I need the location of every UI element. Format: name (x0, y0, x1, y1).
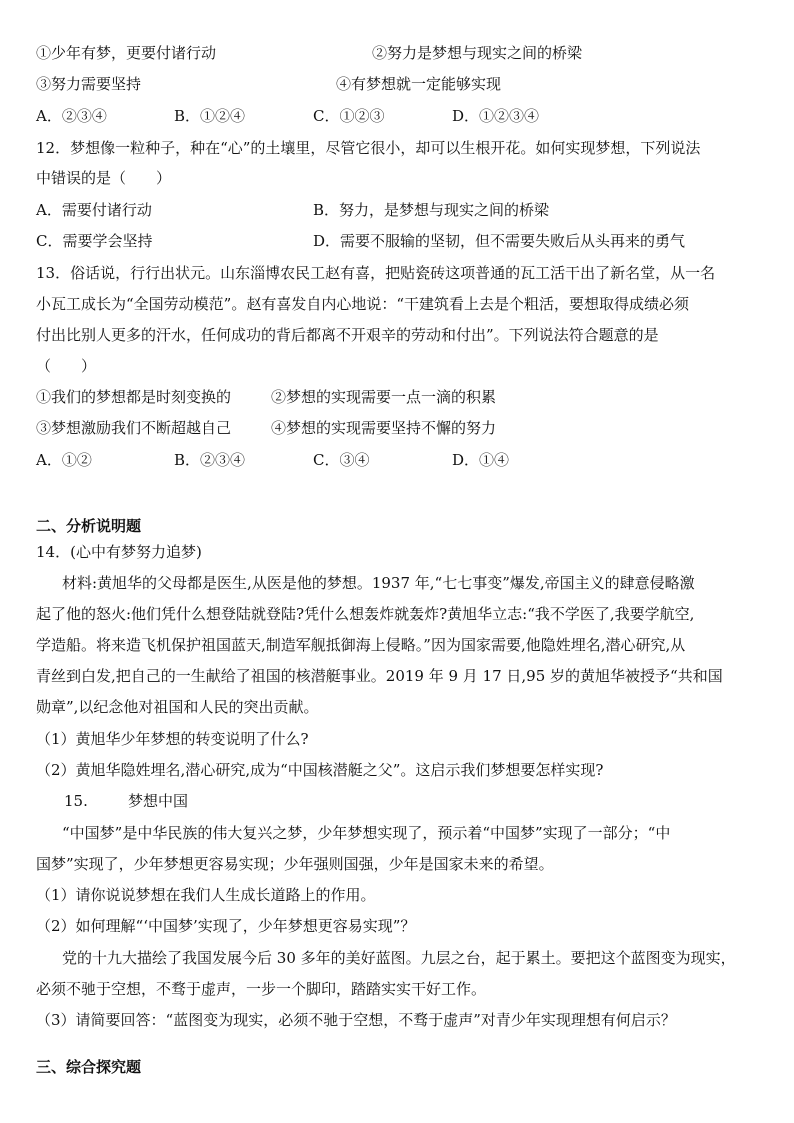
q15-title: 梦想中国 (128, 792, 189, 810)
q11-choice-a: A．②③④ (36, 107, 107, 125)
q12-stem-line2: 中错误的是（ ） (36, 169, 172, 187)
q12-choice-c: C．需要学会坚持 (36, 232, 153, 250)
q13-stem-line4: （ ） (36, 357, 97, 375)
q14-sub-question-1: （1）黄旭华少年梦想的转变说明了什么? (36, 730, 309, 748)
q11-choice-c: C．①②③ (313, 107, 385, 125)
q11-option-2: ②努力是梦想与现实之间的桥梁 (372, 44, 583, 62)
q13-choice-d: D．①④ (452, 451, 510, 469)
q11-choice-b: B．①②④ (174, 107, 246, 125)
q14-material-line4: 青丝到白发,把自己的一生献给了祖国的核潜艇事业。2019 年 9 月 17 日,95 岁的黄旭华被授予“共和国 (36, 667, 723, 685)
q13-choice-a: A．①② (36, 451, 92, 469)
q13-option-4: ④梦想的实现需要坚持不懈的努力 (271, 419, 497, 437)
q11-option-3: ③努力需要坚持 (36, 75, 142, 93)
section-2-heading: 二、分析说明题 (36, 517, 142, 535)
q12-stem-line1: 12．梦想像一粒种子，种在“心”的土壤里，尽管它很小，却可以生根开花。如何实现梦想，下列说法 (36, 139, 701, 157)
q13-choice-c: C．③④ (313, 451, 370, 469)
q15-sub-question-1: （1）请你说说梦想在我们人生成长道路上的作用。 (36, 886, 376, 904)
q13-stem-line1: 13．俗话说，行行出状元。山东淄博农民工赵有喜，把贴瓷砖这项普通的瓦工活干出了新名堂，从一名 (36, 264, 716, 282)
q15-para2-line2: 必须不驰于空想，不骛于虚声，一步一个脚印，踏踏实实干好工作。 (36, 980, 487, 998)
q14-material-line2: 起了他的怒火:他们凭什么想登陆就登陆?凭什么想轰炸就轰炸?黄旭华立志:“我不学医了,我要学航空, (36, 605, 695, 623)
q11-option-1: ①少年有梦，更要付诸行动 (36, 44, 217, 62)
q14-title: 14．(心中有梦努力追梦) (36, 543, 202, 561)
q15-para2-line1: 党的十九大描绘了我国发展今后 30 多年的美好蓝图。九层之台，起于累土。要把这个蓝图变为现实， (62, 949, 736, 967)
q15-number: 15. (64, 792, 88, 810)
q14-material-line3: 学造船。将来造飞机保护祖国蓝天,制造军舰抵御海上侵略。”因为国家需要,他隐姓埋名,潜心研究,从 (36, 636, 686, 654)
q13-option-1: ①我们的梦想都是时刻变换的 (36, 388, 232, 406)
q14-material-line1: 材料:黄旭华的父母都是医生,从医是他的梦想。1937 年,“七七事变”爆发,帝国主义的肆意侵略激 (62, 574, 695, 592)
q13-option-2: ②梦想的实现需要一点一滴的积累 (271, 388, 497, 406)
q14-material-line5: 勋章”,以纪念他对祖国和人民的突出贡献。 (36, 698, 319, 716)
q14-sub-question-2: （2）黄旭华隐姓埋名,潜心研究,成为“中国核潜艇之父”。这启示我们梦想要怎样实现? (36, 761, 604, 779)
q12-choice-b: B．努力，是梦想与现实之间的桥梁 (313, 201, 550, 219)
q15-para1-line2: 国梦”实现了，少年梦想更容易实现；少年强则国强，少年是国家未来的希望。 (36, 855, 554, 873)
q11-choice-d: D．①②③④ (452, 107, 540, 125)
q13-stem-line2: 小瓦工成长为“全国劳动模范”。赵有喜发自内心地说：“干建筑看上去是个粗活，要想取得成绩必须 (36, 295, 690, 313)
q15-sub-question-2: （2）如何理解“‘中国梦’实现了，少年梦想更容易实现”？ (36, 917, 416, 935)
section-3-heading: 三、综合探究题 (36, 1058, 142, 1076)
q15-para1-line1: “中国梦”是中华民族的伟大复兴之梦，少年梦想实现了，预示着“中国梦”实现了一部分；“中 (62, 824, 671, 842)
q12-choice-d: D．需要不服输的坚韧，但不需要失败后从头再来的勇气 (313, 232, 686, 250)
q13-stem-line3: 付出比别人更多的汗水，任何成功的背后都离不开艰辛的劳动和付出”。下列说法符合题意的是 (36, 326, 659, 344)
q11-option-4: ④有梦想就一定能够实现 (336, 75, 502, 93)
q13-choice-b: B．②③④ (174, 451, 246, 469)
q15-sub-question-3: （3）请简要回答：“蓝图变为现实，必须不驰于空想，不骛于虚声”对青少年实现理想有何启示？ (36, 1011, 676, 1029)
q12-choice-a: A．需要付诸行动 (36, 201, 152, 219)
q13-option-3: ③梦想激励我们不断超越自己 (36, 419, 232, 437)
